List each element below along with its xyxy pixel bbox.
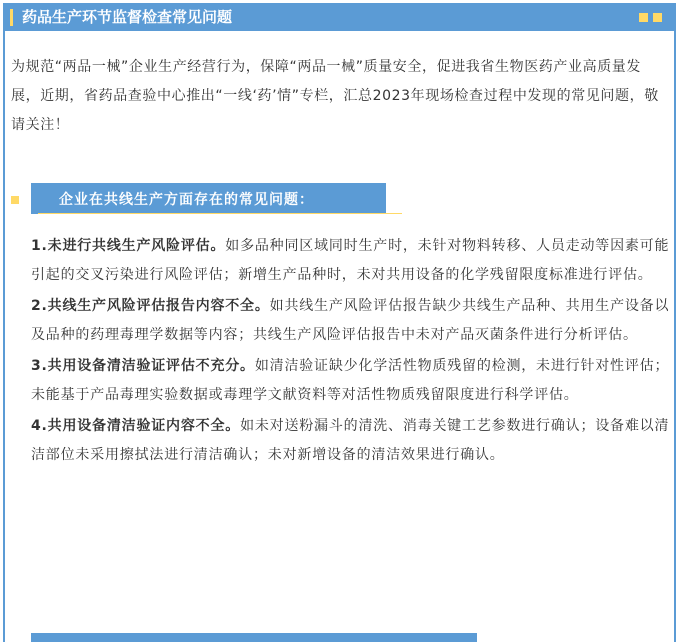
header-decoration-squares	[639, 13, 662, 22]
section-banner	[31, 183, 386, 214]
intro-paragraph: 为规范“两品一械”企业生产经营行为，保障“两品一械”质量安全，促进我省生物医药产业高质量发展，近期，省药品查验中心推出“一线‘药’情”专栏，汇总2023年现场检查过程中发现的常见问题，敬请关注！	[11, 59, 659, 133]
section-title: 企业在共线生产方面存在的常见问题：	[59, 192, 314, 208]
issue-heading: 2.共线生产风险评估报告内容不全。	[31, 298, 270, 314]
section-marker-icon	[11, 196, 19, 204]
issue-item-2	[31, 292, 671, 350]
issue-item-4	[31, 412, 671, 470]
issue-item-1	[31, 232, 671, 290]
issue-heading: 1.未进行共线生产风险评估。	[31, 238, 226, 254]
issue-body: 如清洁验证缺少化学活性物质残留的检测，未进行针对性评估；未能基于产品毒理实验数据或毒理学文献资料等对活性物质残留限度进行科学评估。	[31, 358, 670, 403]
issue-list	[31, 232, 671, 472]
square-icon	[653, 13, 662, 22]
section-underline	[38, 213, 402, 214]
issue-body: 如多品种同区域同时生产时，未针对物料转移、人员走动等因素可能引起的交叉污染进行风险评估；新增生产品种时，未对共用设备的化学残留限度标准进行评估。	[31, 238, 670, 283]
issue-heading: 4.共用设备清洁验证内容不全。	[31, 418, 241, 434]
issue-heading: 3.共用设备清洁验证评估不充分。	[31, 358, 255, 374]
issue-item-3	[31, 352, 671, 410]
issue-body: 如未对送粉漏斗的清洗、消毒关键工艺参数进行确认；设备难以清洁部位未采用擦拭法进行清洁确认；未对新增设备的清洁效果进行确认。	[31, 418, 670, 463]
square-icon	[639, 13, 648, 22]
article-header	[3, 3, 676, 31]
next-section-banner	[31, 633, 477, 642]
article-title: 药品生产环节监督检查常见问题	[22, 8, 233, 26]
header-accent-bar	[10, 9, 13, 26]
issue-body: 如共线生产风险评估报告缺少共线生产品种、共用生产设备以及品种的药理毒理学数据等内容；共线生产风险评估报告中未对产品灭菌条件进行分析评估。	[31, 298, 670, 343]
